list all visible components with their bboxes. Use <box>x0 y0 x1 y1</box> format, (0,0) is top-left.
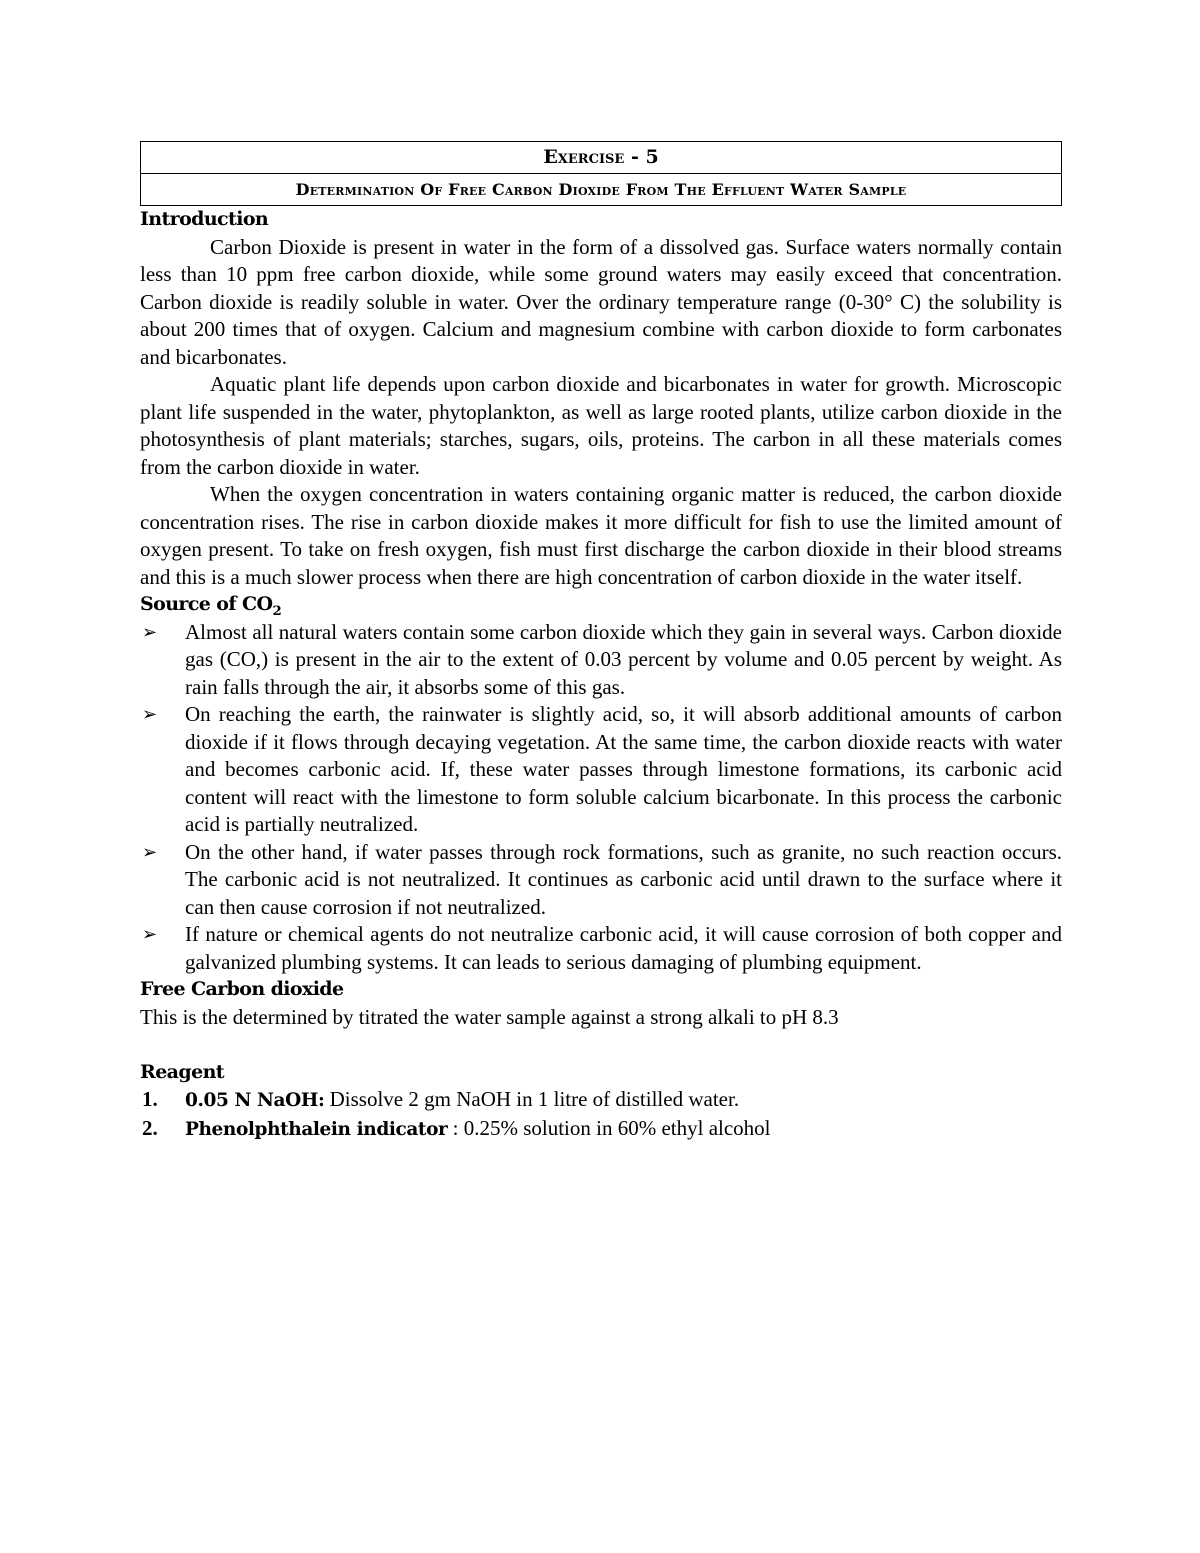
list-item <box>140 839 1062 922</box>
list-item <box>140 921 1062 976</box>
arrow-bullet-icon: ➢ <box>142 704 158 725</box>
list-item-text: If nature or chemical agents do not neutralize carbonic acid, it will cause corrosion of both copper and galvanized plumbing systems. It can leads to serious damaging of plumbing equipment. <box>185 922 1062 974</box>
free-co2-heading: Free Carbon dioxide <box>140 978 344 1000</box>
list-item-text: On the other hand, if water passes through rock formations, such as granite, no such reaction occurs. The carbonic acid is not neutralized. It continues as carbonic acid until drawn to the surface where it can then cause corrosion if not neutralized. <box>185 839 1062 919</box>
document-page <box>140 141 1062 1143</box>
arrow-bullet-icon: ➢ <box>142 924 158 945</box>
list-item <box>140 701 1062 839</box>
item-number: 1. <box>142 1087 158 1111</box>
reagent-list <box>140 1086 1062 1143</box>
reagent-term: 0.05 N NaOH: <box>185 1090 325 1111</box>
introduction-heading: Introduction <box>140 208 269 230</box>
intro-paragraph-1: Carbon Dioxide is present in water in the form of a dissolved gas. Surface waters normally contain less than 10 ppm free carbon dioxide, while some ground waters may easily exceed that concentration. Carbon dioxide is readily soluble in water. Over the ordinary temperature range (0-30° C) the solubility is about 200 times that of oxygen. Calcium and magnesium combine with carbon dioxide to form carbonates and bicarbonates. <box>140 234 1062 369</box>
list-item <box>140 1086 1062 1115</box>
reagent-term: Phenolphthalein indicator <box>185 1118 448 1140</box>
source-heading <box>140 591 1062 619</box>
intro-paragraph-3: When the oxygen concentration in waters containing organic matter is reduced, the carbon dioxide concentration rises. The rise in carbon dioxide makes it more difficult for fish to use the limited amount of oxygen present. To take on fresh oxygen, fish must first discharge the carbon dioxide in their blood streams and this is a much slower process when there are high concentration of carbon dioxide in the water itself. <box>140 482 1062 589</box>
reagent-description: Dissolve 2 gm NaOH in 1 litre of distilled water. <box>324 1087 740 1111</box>
reagent-description: : 0.25% solution in 60% ethyl alcohol <box>447 1115 771 1140</box>
list-item <box>140 1115 1062 1144</box>
list-item-text: Almost all natural waters contain some carbon dioxide which they gain in several ways. Carbon dioxide gas (CO,) is present in the air to the extent of 0.03 percent by volume and 0.05 percent by weight. As rain falls through the air, it absorbs some of this gas. <box>185 619 1062 699</box>
arrow-bullet-icon: ➢ <box>142 621 158 643</box>
reagent-heading: Reagent <box>140 1060 224 1083</box>
list-item-text: On reaching the earth, the rainwater is slightly acid, so, it will absorb additional amounts of carbon dioxide if it flows through decaying vegetation. At the same time, the carbon dioxide reacts with water and becomes carbonic acid. If, these water passes through limestone formations, its carbonic acid content will react with the limestone to form soluble calcium bicarbonate. In this process the carbonic acid is partially neutralized. <box>185 702 1062 836</box>
source-heading-text: Source of CO <box>140 593 273 615</box>
intro-paragraph-2: Aquatic plant life depends upon carbon dioxide and bicarbonates in water for growth. Microscopic plant life suspended in the water, phytoplankton, as well as large rooted plants, utilize carbon dioxide in the photosynthesis of plant materials; starches, sugars, oils, proteins. The carbon in all these materials comes from the carbon dioxide in water. <box>140 372 1062 479</box>
source-heading-subscript: 2 <box>272 603 282 619</box>
title-box <box>140 141 1062 206</box>
exercise-title: Determination Of Free Carbon Dioxide From The Effluent Water Sample <box>141 173 1061 205</box>
exercise-number: Exercise - 5 <box>543 146 659 168</box>
spacer <box>140 1031 1062 1059</box>
item-number: 2. <box>142 1115 158 1140</box>
arrow-bullet-icon: ➢ <box>142 841 158 863</box>
list-item <box>140 619 1062 702</box>
free-co2-text: This is the determined by titrated the water sample against a strong alkali to pH 8.3 <box>140 1004 839 1029</box>
source-list <box>140 619 1062 977</box>
